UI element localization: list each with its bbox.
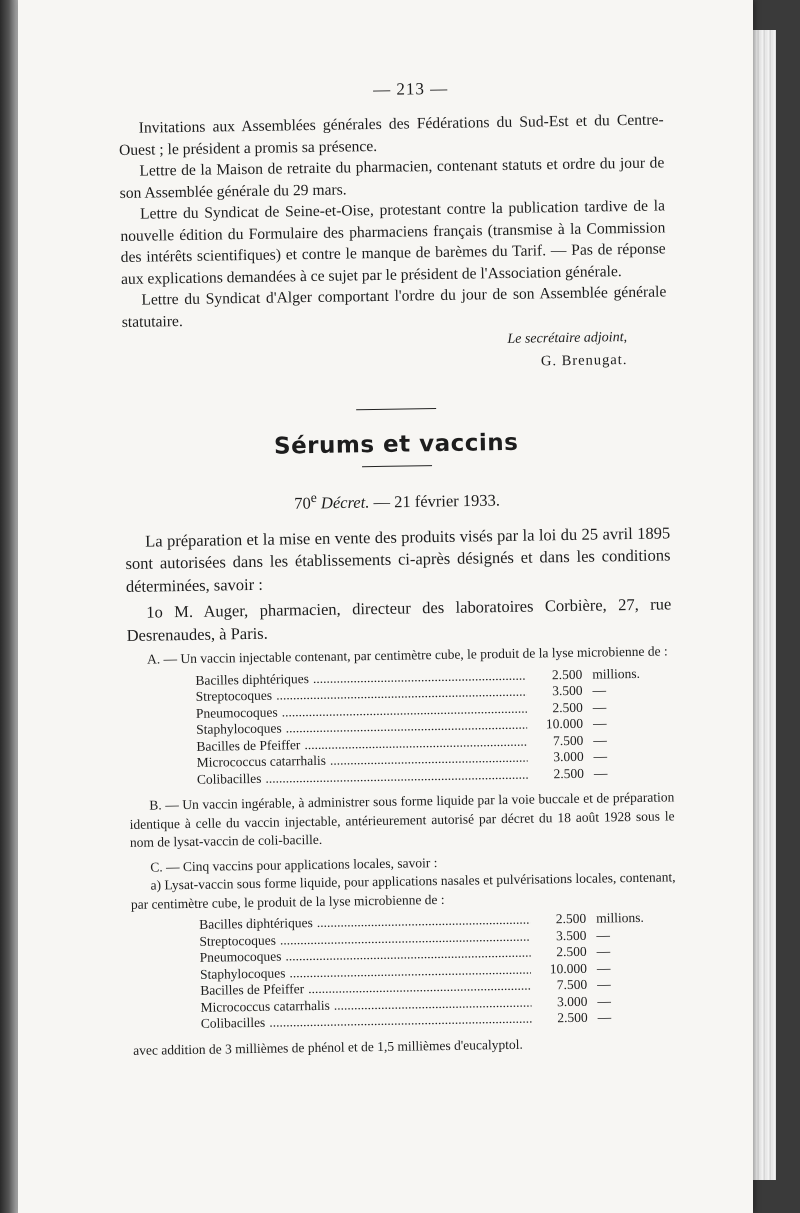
- paragraph-maison-retraite: Lettre de la Maison de retraite du pharmacien, contenant statuts et ordre du jour de son Assemblée générale du 29 mars.: [119, 154, 665, 202]
- paragraph-invitations: Invitations aux Assemblées générales des Fédérations du Sud-Est et du Centre-Ouest ; le président a promis sa présence.: [118, 111, 664, 159]
- signature-block: [122, 327, 628, 379]
- list-item: Bacilles diphtériques ..... 2.500 millions.: [199, 909, 676, 933]
- list-item: Colibacilles ..... 2.500 —: [197, 764, 674, 788]
- list-item: Bacilles diphtériques ..... 2.500 millions.: [195, 665, 672, 689]
- divider-bottom: [362, 465, 432, 467]
- item-c-a: a) Lysat-vaccin sous forme liquide, pour applications nasales et pulvérisations locales, contenant, par centimètre cube, le produit de la lyse microbienne de :: [130, 869, 676, 912]
- list-item: Bacilles de Pfeiffer ..... 7.500 —: [196, 731, 673, 755]
- item-c: C. — Cinq vaccins pour applications locales, savoir :: [150, 854, 438, 875]
- vaccine-list-c: [199, 909, 678, 1032]
- list-item: Streptocoques ..... 3.500 —: [196, 681, 673, 705]
- decree-suffix: e: [310, 489, 317, 506]
- page-number: — 213 —: [372, 78, 449, 99]
- closing-line: avec addition de 3 millièmes de phénol et de 1,5 millièmes d'eucalyptol.: [133, 1036, 523, 1058]
- paragraph-alger: Lettre du Syndicat d'Alger comportant l'ordre du jour de son Assemblée générale statutaire.: [121, 283, 667, 331]
- intro-paragraph: La préparation et la mise en vente des produits visés par la loi du 25 avril 1895 sont autorisées dans les établissements ci-après désignés et dans les conditions déterminées, savoir :: [125, 522, 671, 596]
- list-item: Staphylocoques ..... 10.000 —: [196, 714, 673, 738]
- decree-number: 70: [294, 493, 311, 513]
- list-item: Staphylocoques ..... 10.000 —: [200, 959, 677, 983]
- paragraph-seine-et-oise: Lettre du Syndicat de Seine-et-Oise, protestant contre la publication tardive de la nouvelle édition du Formulaire des pharmaciens français (transmise à la Commission des intérêts scientifiques) et contre le manque de barèmes du Tarif. — Pas de réponse aux explications demandées à ce sujet par le président de l'Association générale.: [120, 197, 666, 288]
- decree-type: Décret.: [320, 492, 370, 513]
- list-item: Micrococcus catarrhalis ..... 3.000 —: [197, 747, 674, 771]
- list-item: Pneumocoques ..... 2.500 —: [200, 942, 677, 966]
- section-title: Sérums et vaccins: [273, 429, 519, 460]
- list-item: Bacilles de Pfeiffer ..... 7.500 —: [200, 975, 677, 999]
- item-b: B. — Un vaccin ingérable, à administrer sous forme liquide par la voie buccale et de préparation identique à celle du vaccin injectable, antérieurement autorisé par décret du 18 août 1928 sous le nom de lysat-vaccin de coli-bacille.: [129, 789, 675, 850]
- list-item: Streptocoques ..... 3.500 —: [199, 926, 676, 950]
- divider-top: [356, 408, 436, 410]
- signature-name: G. Brenugat.: [540, 352, 628, 370]
- list-item: Colibacilles ..... 2.500 —: [201, 1008, 678, 1032]
- list-item: Pneumocoques ..... 2.500 —: [196, 698, 673, 722]
- establishment-auger: 1o M. Auger, pharmacien, directeur des laboratoires Corbière, 27, rue Desrenaudes, à Paris.: [126, 594, 672, 645]
- decree-heading: [124, 484, 669, 516]
- decree-date: — 21 février 1933.: [373, 490, 501, 512]
- list-item: Micrococcus catarrhalis ..... 3.000 —: [200, 992, 677, 1016]
- vaccine-list-a: [195, 665, 674, 788]
- item-a: A. — Un vaccin injectable contenant, par centimètre cube, le produit de la lyse microbienne de :: [146, 643, 668, 667]
- document-page: [18, 0, 753, 1213]
- signature-role: Le secrétaire adjoint,: [507, 330, 628, 347]
- page-content: [118, 75, 678, 1059]
